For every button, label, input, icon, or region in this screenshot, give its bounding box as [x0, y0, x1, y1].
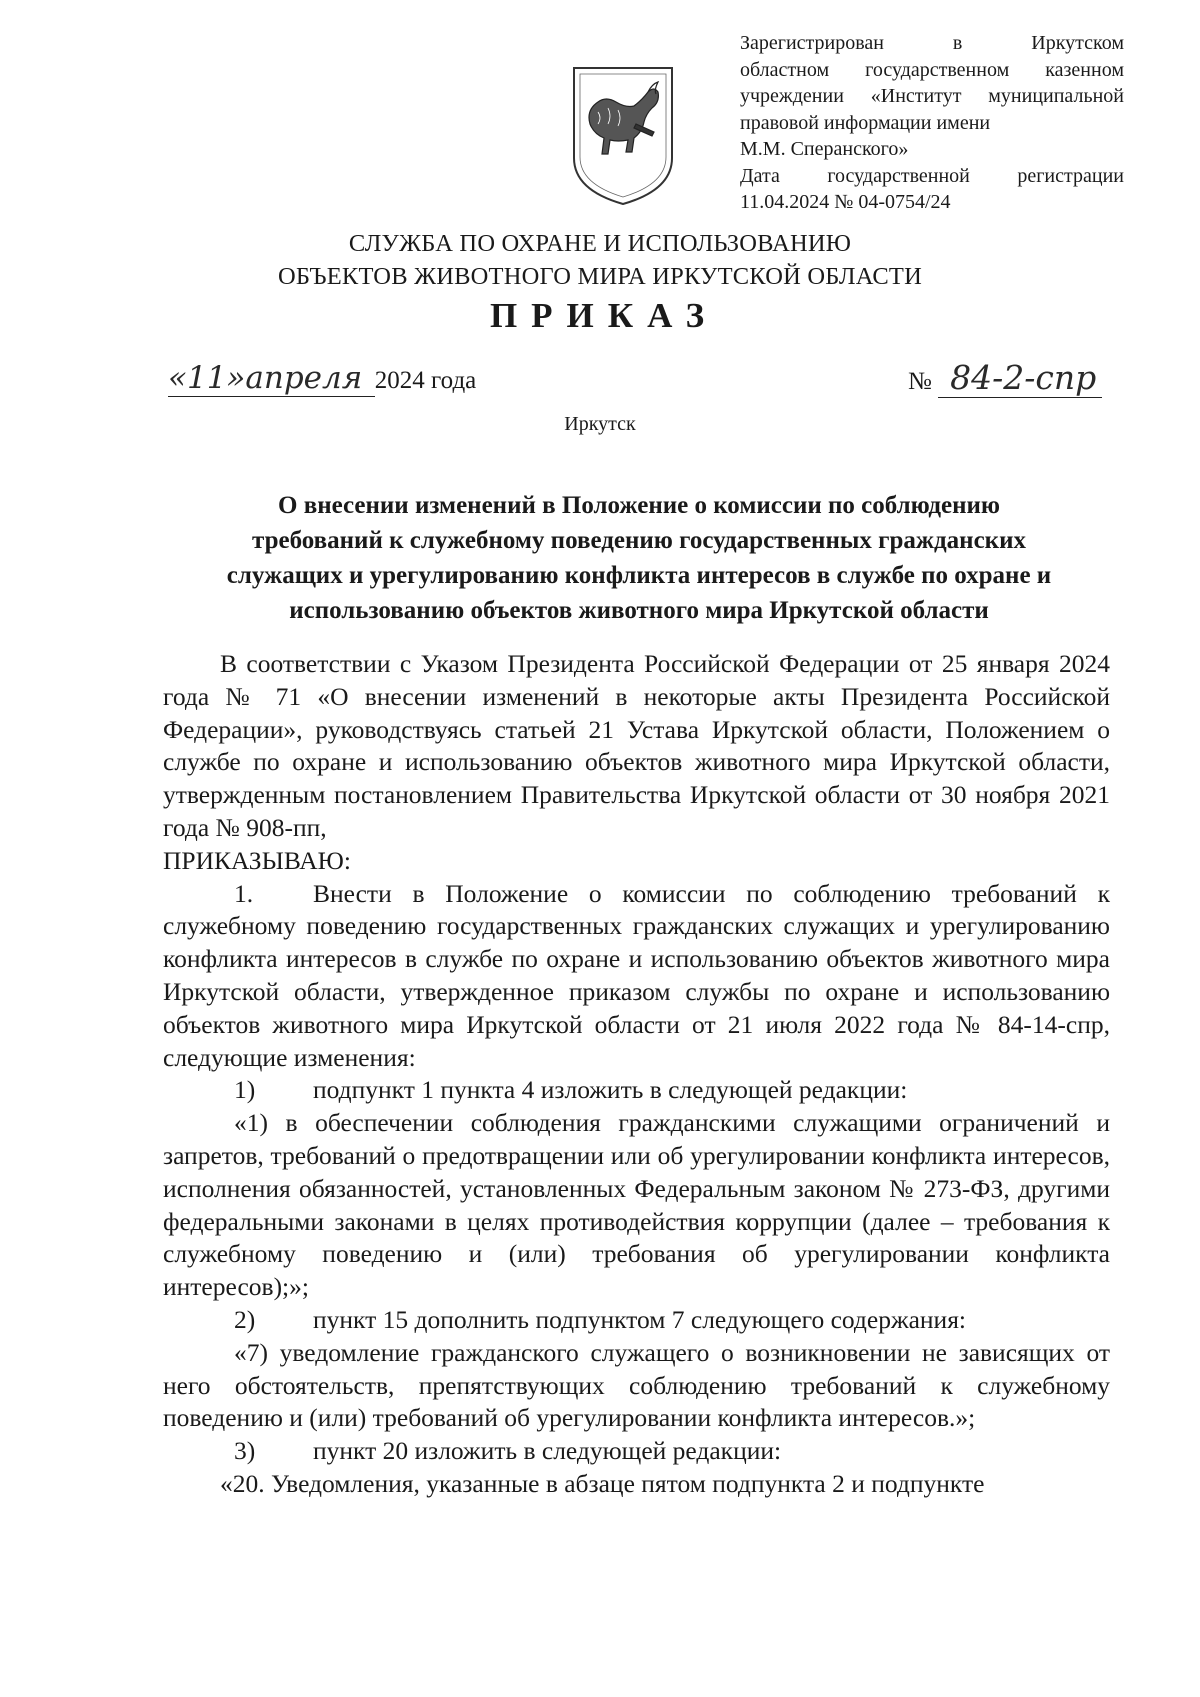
document-type: ПРИКАЗ [489, 296, 719, 335]
registration-number: 11.04.2024 № 04-0754/24 [740, 191, 951, 213]
number-label: № [908, 368, 932, 395]
date-month: апреля [245, 360, 363, 396]
city: Иркутск [564, 413, 636, 435]
agency-line: СЛУЖБА ПО ОХРАНЕ И ИСПОЛЬЗОВАНИЮ [348, 230, 852, 257]
irkutsk-coat-of-arms-icon [568, 62, 678, 210]
subitem-3 [163, 1435, 1110, 1468]
quote-1: «1) в обеспечении соблюдения гражданскими служащими ограничений и запретов, требований о предотвращении или об урегулировании конфликта интересов, исполнения обязанностей, установленных Федеральным законом № 273-ФЗ, другими федеральными законами в целях противодействия коррупции (далее – требования к служебному поведению и (или) требования об урегулировании конфликта интересов);»; [163, 1108, 1110, 1302]
subitem-2 [163, 1304, 1110, 1337]
item-number: 1. [234, 878, 254, 908]
registration-line: областном государственном казенном [740, 58, 1124, 81]
order-title [168, 488, 1110, 628]
coat-of-arms-emblem [568, 62, 678, 210]
title-line: требований к служебному поведению государственных гражданских [252, 527, 1026, 554]
subitem-1 [163, 1074, 1110, 1107]
item-text: Внести в Положение о комиссии по соблюдению требований к служебному поведению государственных гражданских служащих и урегулированию конфликта интересов в службе по охране и использованию объектов животного мира Иркутской области, утвержденное приказом службы по охране и использованию объектов животного мира Иркутской области от 21 июля 2022 года № 84-14-спр, следующие изменения: [163, 878, 1110, 1072]
date-year: 2024 года [374, 367, 477, 394]
date-handwritten: «11»апреля [168, 360, 375, 397]
date-day: 11 [186, 360, 227, 396]
subitem-text: пункт 20 изложить в следующей редакции: [313, 1436, 782, 1466]
preamble: В соответствии с Указом Президента Российской Федерации от 25 января 2024 года № 71 «О внесении изменений в некоторые акты Президента Российской Федерации», руководствуясь статьей 21 Устава Иркутской области, Положением о службе по охране и использованию объектов животного мира Иркутской области, утвержденным постановлением Правительства Иркутской области от 30 ноября 2021 года № 908-пп, [163, 649, 1110, 842]
agency-line: ОБЪЕКТОВ ЖИВОТНОГО МИРА ИРКУТСКОЙ ОБЛАСТИ [278, 263, 922, 290]
number-value: 84-2-спр [938, 358, 1102, 398]
subitem-text: подпункт 1 пункта 4 изложить в следующей редакции: [313, 1075, 908, 1105]
registration-line: Зарегистрирован в Иркутском [740, 32, 1124, 54]
order-number [908, 358, 1102, 398]
agency-name [0, 227, 1200, 293]
subitem-number: 3) [234, 1436, 256, 1466]
registration-line: М.М. Сперанского» [740, 138, 909, 160]
registration-line: учреждении «Институт муниципальной [740, 85, 1124, 107]
registration-line: Дата государственной регистрации [740, 164, 1124, 187]
subitem-text: пункт 15 дополнить подпунктом 7 следующего содержания: [313, 1304, 967, 1334]
quote-2: «7) уведомление гражданского служащего о возникновении не зависящих от него обстоятельств, препятствующих соблюдению требований к служебному поведению и (или) требований об урегулировании конфликта интересов.»; [163, 1337, 1110, 1433]
title-line: служащих и урегулированию конфликта интересов в службе по охране и [226, 562, 1052, 589]
title-line: О внесении изменений в Положение о комиссии по соблюдению [278, 492, 1000, 519]
subitem-number: 1) [234, 1075, 256, 1105]
item-1 [163, 878, 1110, 1075]
title-line: использованию объектов животного мира Иркутской области [289, 597, 989, 624]
subitem-number: 2) [234, 1304, 256, 1334]
registration-line: правовой информации имени [740, 111, 991, 134]
quote-3: «20. Уведомления, указанные в абзаце пятом подпункта 2 и подпункте [220, 1468, 985, 1498]
order-date [168, 360, 476, 397]
order-word: ПРИКАЗЫВАЮ: [163, 845, 351, 875]
registration-stamp [740, 30, 1124, 216]
order-body [163, 648, 1110, 1501]
